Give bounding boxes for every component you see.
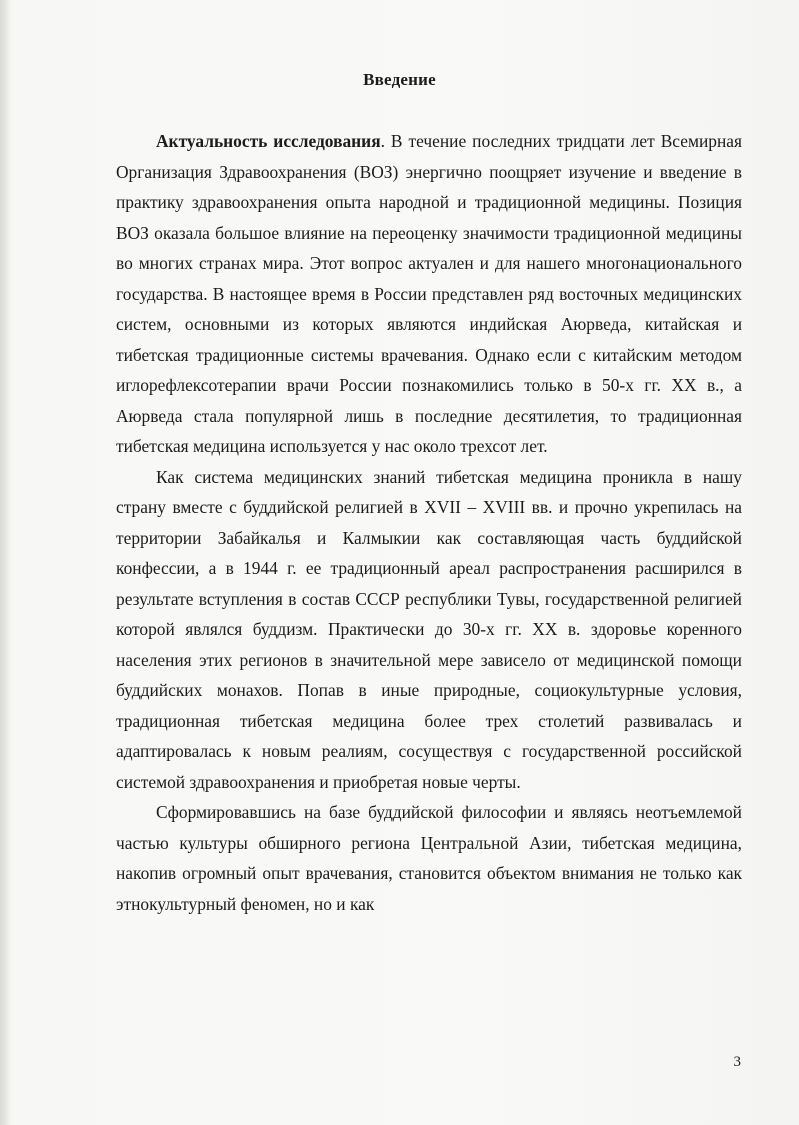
section-heading: Введение [363, 70, 436, 89]
page-number: 3 [733, 1054, 741, 1070]
scan-shadow-edge [0, 0, 10, 1125]
paragraph-1 [116, 126, 742, 462]
paragraph-1-text: . В течение последних тридцати лет Всемирная Организация Здравоохранения (ВОЗ) энергично поощряет изучение и введение в практику здравоохранения опыта народной и традиционной медицины. Позиция ВОЗ оказала большое влияние на переоценку значимости традиционной медицины во многих странах мира. Этот вопрос актуален и для нашего многонационального государства. В настоящее время в России представлен ряд восточных медицинских систем, основными из которых являются индийская Аюрведа, китайская и тибетская традиционные системы врачевания. Однако если с китайским методом иглорефлексотерапии врачи России познакомились только в 50-х гг. XX в., а Аюрведа стала популярной лишь в последние десятилетия, то традиционная тибетская медицина используется у нас около трехсот лет. [116, 131, 742, 456]
paragraph-lead: Актуальность исследования [156, 131, 381, 151]
body-text [116, 126, 742, 919]
paragraph-2: Как система медицинских знаний тибетская медицина проникла в нашу страну вместе с буддийской религией в XVII – XVIII вв. и прочно укрепилась на территории Забайкалья и Калмыкии как составляющая часть буддийской конфессии, а в 1944 г. ее традиционный ареал распространения расширился в результате вступления в состав СССР республики Тувы, государственной религией которой являлся буддизм. Практически до 30-х гг. XX в. здоровье коренного населения этих регионов в значительной мере зависело от медицинской помощи буддийских монахов. Попав в иные природные, социокультурные условия, традиционная тибетская медицина более трех столетий развивалась и адаптировалась к новым реалиям, сосуществуя с государственной российской системой здравоохранения и приобретая новые черты. [116, 466, 742, 792]
paragraph-3: Сформировавшись на базе буддийской философии и являясь неотъемлемой частью культуры обширного региона Центральной Азии, тибетская медицина, накопив огромный опыт врачевания, становится объектом внимания не только как этнокультурный феномен, но и как [116, 802, 742, 914]
